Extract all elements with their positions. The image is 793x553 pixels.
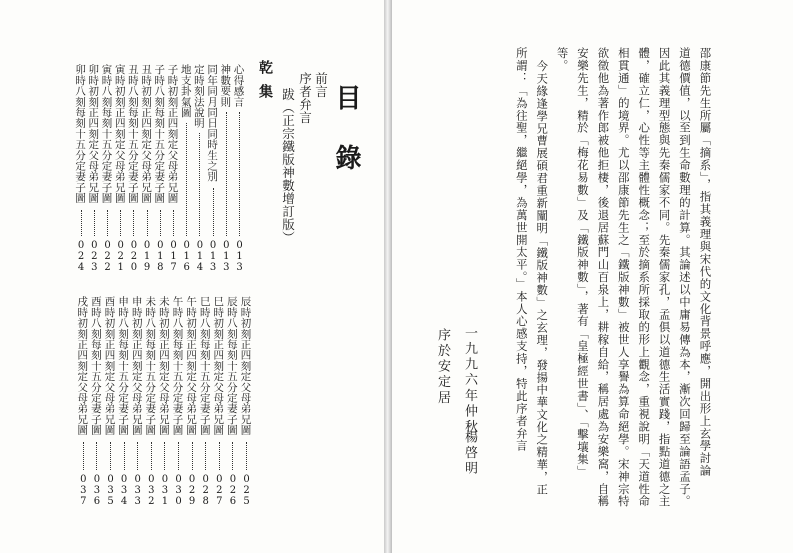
toc-volume-heading: 乾集 <box>257 60 273 108</box>
toc-front-item: 序者弁言 <box>297 72 313 124</box>
toc-page-number: 022 <box>102 240 113 273</box>
preface-date: 一九九六年仲秋 <box>462 326 477 436</box>
toc-leader-dots <box>133 210 134 236</box>
preface-column: 欲徵他為著作郎被他拒棲，後退居蘇門山百泉上，耕稼自給，稱居處為安樂窩，自稱 <box>596 47 611 508</box>
toc-page-number: 013 <box>220 240 232 273</box>
toc-leader-dots <box>219 442 220 470</box>
preface-page <box>392 0 793 553</box>
toc-entry-label: 寅時八刻每刻十五分定妻子圖 <box>100 64 113 204</box>
toc-entry-label: 辰時八刻每刻十五分定妻子圖 <box>225 296 238 436</box>
toc-entry-label: 午時八刻每刻十五分定妻子圖 <box>171 296 184 436</box>
toc-leader-dots <box>192 442 193 470</box>
toc-page-number: 020 <box>128 240 140 273</box>
toc-entry-label: 酉時八刻每刻十五分定妻子圖 <box>89 296 102 436</box>
toc-entry-label: 地支卦氣圖 <box>179 64 192 118</box>
preface-column: 因此其義理型態與先秦儒家不同。先秦儒家孔，孟俱以道德生活實踐，指點道德之主 <box>657 47 672 508</box>
toc-entry-label: 未時初刻正四刻定父母弟兄圖 <box>157 296 170 436</box>
preface-column: 道德價值，以至到生命數理的計算。其論述以中庸易傳為本，漸次回歸至論語孟子。 <box>678 47 692 508</box>
toc-entry-label: 申時八刻每刻十五分定妻子圖 <box>117 296 130 436</box>
toc-entry-label: 申時初刻正四刻定父母弟兄圖 <box>130 296 143 436</box>
preface-column: 所謂：「為往聖，繼絕學，為萬世開太平。」本人心感支持，特此序者弁言 <box>514 47 529 453</box>
toc-leader-dots <box>164 442 165 470</box>
toc-entry-label: 巳時初刻正四刻定父母弟兄圖 <box>212 296 225 436</box>
toc-page-number: 018 <box>154 240 166 273</box>
book-gutter <box>384 0 392 553</box>
toc-leader-dots <box>199 133 200 236</box>
toc-title: 目錄 <box>331 84 361 204</box>
toc-entry-label: 心得感言 <box>232 64 245 107</box>
toc-page <box>0 0 389 553</box>
toc-entry-label: 子時八刻每刻十五分定妻子圖 <box>153 64 166 204</box>
toc-entry-label: 午時初刻正四刻定父母弟兄圖 <box>185 296 198 436</box>
preface-column: 等。 <box>555 47 570 72</box>
toc-entry-label: 同年同月同日同時生之別 <box>206 64 219 182</box>
toc-page-number: 025 <box>241 474 252 507</box>
toc-leader-dots <box>226 112 227 236</box>
preface-column: 體，確立仁，心性等主體性概念；至於摘系所採取的形上觀念，重視說明「天道性命 <box>637 47 652 508</box>
toc-leader-dots <box>81 210 82 236</box>
toc-entry-label: 定時刻法說明 <box>192 64 205 129</box>
toc-page-number: 034 <box>118 474 130 507</box>
toc-page-number: 013 <box>234 240 245 273</box>
toc-leader-dots <box>205 442 206 470</box>
toc-page-number: 037 <box>77 474 89 507</box>
toc-entry-label: 卯時八刻每刻十五分定妻子圖 <box>74 64 87 204</box>
toc-page-number: 029 <box>186 474 198 507</box>
preface-place: 序於安定居 <box>435 328 450 406</box>
toc-entry-label: 酉時初刻正四刻定父母弟兄圖 <box>103 296 116 436</box>
toc-page-number: 021 <box>115 240 127 273</box>
preface-author: 楊啓明 <box>462 430 477 477</box>
toc-page-number: 036 <box>91 474 103 507</box>
toc-leader-dots <box>151 442 152 470</box>
toc-entry-label: 神數要則 <box>219 64 232 107</box>
toc-leader-dots <box>120 210 121 236</box>
toc-page-number: 030 <box>173 474 184 507</box>
toc-leader-dots <box>173 210 174 236</box>
toc-entry-label: 戌時初刻正四刻定父母弟兄圖 <box>76 296 89 436</box>
toc-page-number: 032 <box>145 474 157 507</box>
toc-entry-label: 子時初刻正四刻定父母弟兄圖 <box>166 64 179 204</box>
toc-leader-dots <box>96 442 97 470</box>
toc-page-number: 017 <box>168 240 179 273</box>
toc-leader-dots <box>147 210 148 236</box>
toc-page-number: 026 <box>227 474 239 507</box>
toc-page-number: 024 <box>75 240 87 273</box>
toc-page-number: 027 <box>213 474 225 507</box>
toc-page-number: 013 <box>207 240 219 273</box>
toc-leader-dots <box>137 442 138 470</box>
toc-leader-dots <box>239 112 240 236</box>
toc-leader-dots <box>110 442 111 470</box>
preface-column: 相貫通」的境界。尤以邵康節先生之「鐵版神數」被世人享譽為算命絕學。宋神宗特 <box>616 47 631 508</box>
toc-leader-dots <box>107 210 108 236</box>
toc-page-number: 023 <box>88 240 100 273</box>
toc-leader-dots <box>160 210 161 236</box>
toc-page-number: 031 <box>159 474 171 507</box>
toc-page-number: 019 <box>141 240 153 273</box>
toc-page-number: 014 <box>194 240 206 273</box>
toc-entry-label: 丑時八刻每刻十五分定妻子圖 <box>126 64 139 204</box>
toc-entry-label: 卯時初刻正四刻定父母弟兄圖 <box>87 64 100 204</box>
toc-leader-dots <box>232 442 233 470</box>
toc-entry-label: 丑時初刻正四刻定父母弟兄圖 <box>140 64 153 204</box>
toc-leader-dots <box>246 442 247 470</box>
toc-front-item: 前言 <box>313 72 329 98</box>
toc-page-number: 016 <box>181 240 193 273</box>
toc-leader-dots <box>178 442 179 470</box>
preface-column: 邵康節先生所屬「摘系」，指其義理與宋代的文化背景呼應，開出形上玄學討論 <box>698 47 713 478</box>
toc-entry-label: 寅時初刻正四刻定父母弟兄圖 <box>113 64 126 204</box>
toc-leader-dots <box>83 442 84 470</box>
toc-entry-label: 辰時初刻正四刻定父母弟兄圖 <box>239 296 252 436</box>
toc-page-number: 028 <box>200 474 212 507</box>
toc-leader-dots <box>94 210 95 236</box>
toc-leader-dots <box>124 442 125 470</box>
preface-column: 今天緣逢學兄曹展碩君重新闡明「鐵版神數」之玄理，發揚中華文化之精華，正 <box>535 60 550 496</box>
toc-page-number: 035 <box>105 474 116 507</box>
preface-column: 安樂先生，精於「梅花易數」及「鐵版神數」，著有「皇極經世書」、「擊壤集」 <box>576 47 590 479</box>
toc-front-item: 跋（正宗鐵版神數增訂版） <box>280 88 296 244</box>
toc-page-number: 033 <box>132 474 144 507</box>
toc-entry-label: 巳時八刻每刻十五分定妻子圖 <box>198 296 211 436</box>
toc-leader-dots <box>213 188 214 236</box>
toc-entry-label: 未時八刻每刻十五分定妻子圖 <box>144 296 157 436</box>
toc-leader-dots <box>186 123 187 237</box>
